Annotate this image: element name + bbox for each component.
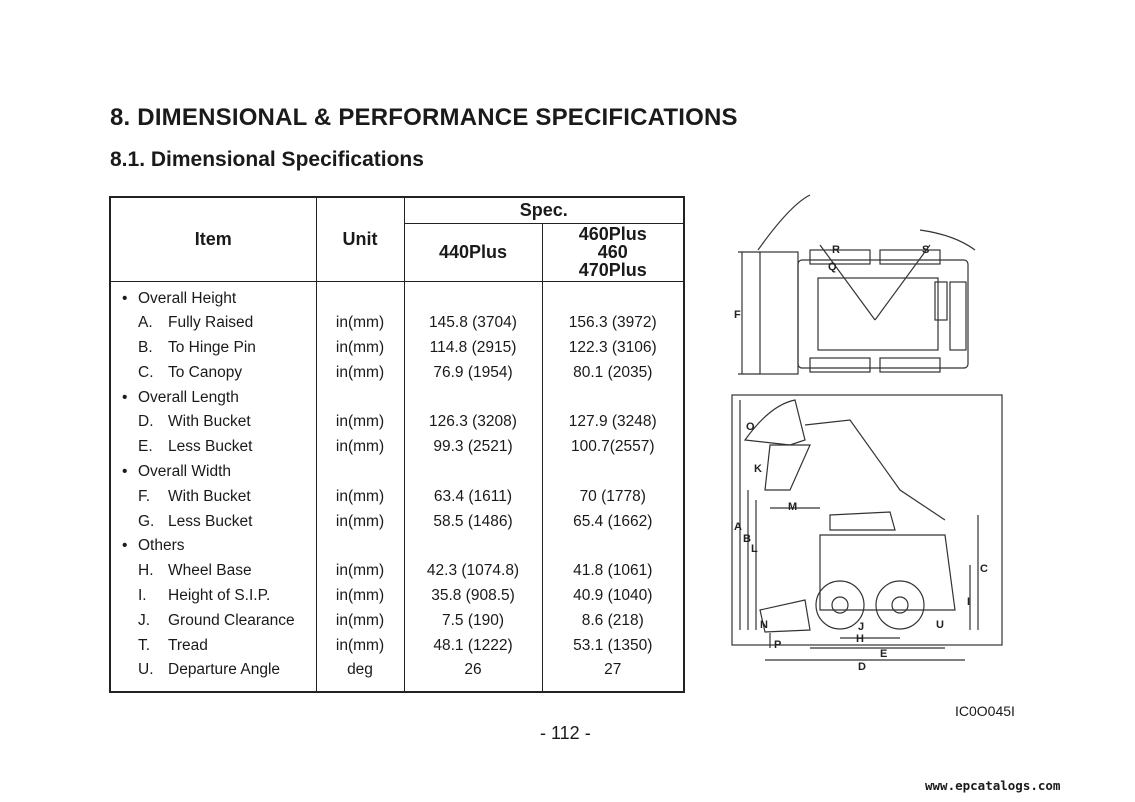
unit-value: in(mm): [335, 611, 385, 629]
item-label: Others: [138, 537, 185, 555]
spec-460-470-value: [544, 386, 683, 411]
label-o: O: [746, 421, 755, 433]
item-row-label: [112, 634, 315, 659]
spec-460-470-value: [544, 287, 683, 312]
spec-440plus-value: 7.5 (190): [441, 611, 505, 629]
spec-460-470-value: [544, 534, 683, 559]
spec-440plus-value: 76.9 (1954): [433, 363, 513, 381]
spec-460-470-value: 40.9 (1040): [573, 587, 653, 605]
spec-440plus-value: 26: [464, 661, 482, 679]
subsection-heading: 8.1. Dimensional Specifications: [110, 148, 424, 171]
category-row-label: [112, 460, 315, 485]
item-row-label: [112, 311, 315, 336]
item-label: Wheel Base: [168, 562, 252, 580]
spec-440plus-value: 58.5 (1486): [433, 512, 513, 530]
item-label: Height of S.I.P.: [168, 587, 271, 605]
item-label: Departure Angle: [168, 661, 281, 679]
unit-value: in(mm): [335, 438, 385, 456]
spec-440plus-value: [406, 386, 541, 411]
label-f: F: [734, 309, 741, 321]
label-l: L: [751, 543, 758, 555]
label-i: I: [967, 596, 971, 608]
spec-440plus-value: 48.1 (1222): [433, 636, 513, 654]
label-q: Q: [828, 261, 837, 273]
label-a: A: [734, 521, 742, 533]
model-460-470-column: [542, 281, 684, 692]
page-number: - 112 -: [540, 723, 591, 743]
item-row-label: [112, 336, 315, 361]
top-view: [738, 195, 975, 374]
label-u: U: [936, 619, 944, 631]
label-j: J: [858, 621, 865, 633]
model-line: 460: [597, 242, 628, 262]
item-letter: A.: [138, 314, 153, 332]
skid-steer-dimension-diagram: [730, 190, 1030, 680]
label-s: S: [922, 244, 930, 256]
model-line: 470Plus: [578, 260, 647, 280]
unit-value: in(mm): [335, 314, 385, 332]
spec-440plus-value: 42.3 (1074.8): [426, 562, 520, 580]
item-label: Fully Raised: [168, 314, 254, 332]
item-row-label: [112, 609, 315, 634]
label-p: P: [774, 639, 782, 651]
item-row-label: [112, 410, 315, 435]
unit-column: [316, 281, 404, 692]
unit-value: in(mm): [335, 413, 385, 431]
unit-value: in(mm): [335, 363, 385, 381]
item-letter: B.: [138, 339, 153, 357]
item-row-label: [112, 361, 315, 386]
spec-460-470-value: [544, 460, 683, 485]
model-line: 460Plus: [578, 224, 647, 244]
spec-440plus-value: 126.3 (3208): [429, 413, 517, 431]
item-letter: E.: [138, 438, 153, 456]
spec-440plus-value: 114.8 (2915): [429, 339, 517, 357]
spec-440plus-value: 145.8 (3704): [429, 314, 517, 332]
item-row-label: [112, 485, 315, 510]
spec-460-470-value: 122.3 (3106): [568, 339, 657, 357]
bullet-mark: •: [122, 388, 128, 406]
label-c: C: [980, 563, 988, 575]
item-label: Tread: [168, 636, 208, 654]
bullet-mark: •: [122, 463, 128, 481]
label-k: K: [754, 463, 762, 475]
label-b: B: [743, 533, 751, 545]
item-label: Overall Width: [138, 463, 232, 481]
label-h: H: [856, 633, 864, 645]
spec-460-470-value: 70 (1778): [579, 487, 646, 505]
model-440plus-column: [404, 281, 542, 692]
item-row-label: [112, 584, 315, 609]
item-label: Overall Height: [138, 289, 237, 307]
unit-value: deg: [347, 661, 373, 679]
figure-code: IC0O045I: [955, 703, 1015, 719]
unit-value: in(mm): [335, 339, 385, 357]
item-letter: C.: [138, 363, 154, 381]
spec-header: Spec.: [404, 197, 684, 223]
item-header: Item: [110, 197, 316, 281]
item-letter: J.: [138, 611, 151, 629]
item-label: To Hinge Pin: [168, 339, 256, 357]
item-label: Less Bucket: [168, 512, 253, 530]
item-label: To Canopy: [168, 363, 243, 381]
spec-440plus-value: [406, 534, 541, 559]
unit-value: in(mm): [335, 487, 385, 505]
label-d: D: [858, 661, 866, 673]
unit-value: in(mm): [335, 562, 385, 580]
spec-460-470-value: 53.1 (1350): [573, 636, 653, 654]
item-label: With Bucket: [168, 413, 251, 431]
item-letter: D.: [138, 413, 154, 431]
spec-460-470-value: 127.9 (3248): [568, 413, 657, 431]
spec-440plus-value: 99.3 (2521): [433, 438, 513, 456]
category-row-label: [112, 287, 315, 312]
spec-460-470-value: 80.1 (2035): [573, 363, 653, 381]
item-letter: U.: [138, 661, 154, 679]
item-label: Ground Clearance: [168, 611, 295, 629]
item-letter: T.: [138, 636, 151, 654]
item-row-label: [112, 658, 315, 683]
unit-value: [318, 460, 403, 485]
item-label: Less Bucket: [168, 438, 253, 456]
unit-value: in(mm): [335, 512, 385, 530]
spec-460-470-value: 100.7(2557): [570, 438, 655, 456]
item-letter: H.: [138, 562, 154, 580]
model-440plus-header: 440Plus: [404, 223, 542, 281]
unit-value: [318, 534, 403, 559]
spec-440plus-value: 63.4 (1611): [433, 487, 513, 505]
unit-value: in(mm): [335, 636, 385, 654]
spec-460-470-value: 8.6 (218): [581, 611, 644, 629]
spec-440plus-value: [406, 287, 541, 312]
spec-460-470-value: 156.3 (3972): [568, 314, 657, 332]
dimensional-spec-table: [109, 196, 685, 693]
category-row-label: [112, 386, 315, 411]
section-heading: 8. DIMENSIONAL & PERFORMANCE SPECIFICATIONS: [110, 104, 738, 131]
category-row-label: [112, 534, 315, 559]
item-row-label: [112, 559, 315, 584]
item-letter: F.: [138, 487, 151, 505]
item-row-label: [112, 510, 315, 535]
item-letter: I.: [138, 587, 147, 605]
item-label: With Bucket: [168, 487, 251, 505]
spec-460-470-value: 27: [604, 661, 622, 679]
bullet-mark: •: [122, 289, 128, 307]
label-r: R: [832, 244, 840, 256]
label-n: N: [760, 619, 768, 631]
unit-value: [318, 386, 403, 411]
spec-440plus-value: [406, 460, 541, 485]
spec-440plus-value: 35.8 (908.5): [431, 587, 515, 605]
unit-value: in(mm): [335, 587, 385, 605]
spec-460-470-value: 41.8 (1061): [573, 562, 653, 580]
unit-value: [318, 287, 403, 312]
spec-460-470-value: 65.4 (1662): [573, 512, 653, 530]
item-letter: G.: [138, 512, 155, 530]
item-row-label: [112, 435, 315, 460]
model-460-470-header: [542, 223, 684, 281]
bullet-mark: •: [122, 537, 128, 555]
item-label: Overall Length: [138, 388, 239, 406]
item-column: [110, 281, 316, 692]
label-m: M: [788, 501, 798, 513]
unit-header: Unit: [316, 197, 404, 281]
watermark-url: www.epcatalogs.com: [925, 778, 1061, 793]
label-e: E: [880, 648, 888, 660]
side-view: [732, 395, 1002, 660]
